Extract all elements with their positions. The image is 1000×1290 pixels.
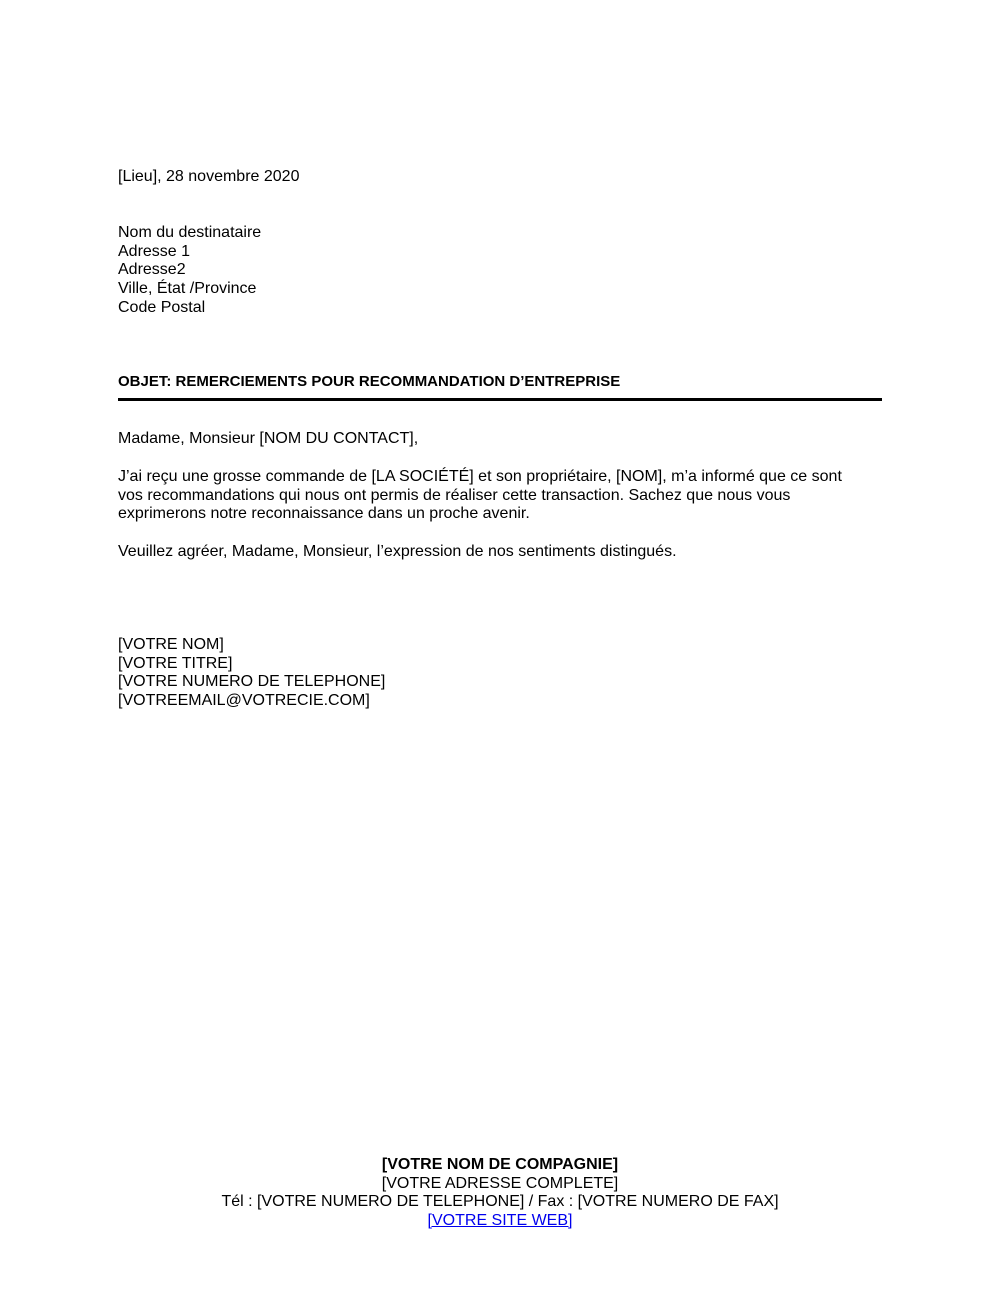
date-text: [Lieu], 28 novembre 2020	[118, 168, 300, 185]
recipient-address-block	[118, 224, 882, 318]
signature-email: [VOTREEMAIL@VOTRECIE.COM]	[118, 692, 370, 710]
closing-paragraph	[118, 543, 882, 562]
footer-contact: Tél : [VOTRE NUMERO DE TELEPHONE] / Fax : [VOTRE NUMERO DE FAX]	[221, 1193, 779, 1211]
body-line-2: vos recommandations qui nous ont permis de réaliser cette transaction. Sachez que nous vous	[118, 486, 791, 504]
signature-name: [VOTRE NOM]	[118, 636, 224, 653]
salutation	[118, 430, 882, 449]
body-paragraph	[118, 468, 882, 524]
date-line	[118, 168, 882, 187]
subject-line	[118, 373, 882, 392]
recipient-postal-code: Code Postal	[118, 298, 206, 316]
body-line-1: J’ai reçu une grosse commande de [LA SOCIÉTÉ] et son propriétaire, [NOM], m’a informé que ce sont	[118, 468, 842, 485]
closing-text: Veuillez agréer, Madame, Monsieur, l’expression de nos sentiments distingués.	[118, 543, 677, 560]
footer-company-name: [VOTRE NOM DE COMPAGNIE]	[381, 1156, 619, 1173]
footer-address: [VOTRE ADRESSE COMPLETE]	[381, 1174, 619, 1192]
recipient-address1: Adresse 1	[118, 242, 191, 260]
signature-phone: [VOTRE NUMERO DE TELEPHONE]	[118, 673, 386, 691]
recipient-address2: Adresse2	[118, 261, 186, 279]
footer-website-link[interactable]: [VOTRE SITE WEB]	[427, 1212, 573, 1230]
company-footer	[0, 1156, 1000, 1231]
recipient-city-state: Ville, État /Province	[118, 280, 257, 298]
subject-divider	[118, 398, 882, 401]
body-line-3: exprimerons notre reconnaissance dans un proche avenir.	[118, 505, 530, 523]
signature-title: [VOTRE TITRE]	[118, 654, 233, 672]
salutation-text: Madame, Monsieur [NOM DU CONTACT],	[118, 430, 419, 447]
subject-text: OBJET: REMERCIEMENTS POUR RECOMMANDATION D’ENTREPRISE	[118, 373, 621, 390]
signature-block	[118, 636, 882, 711]
recipient-name: Nom du destinataire	[118, 224, 262, 241]
